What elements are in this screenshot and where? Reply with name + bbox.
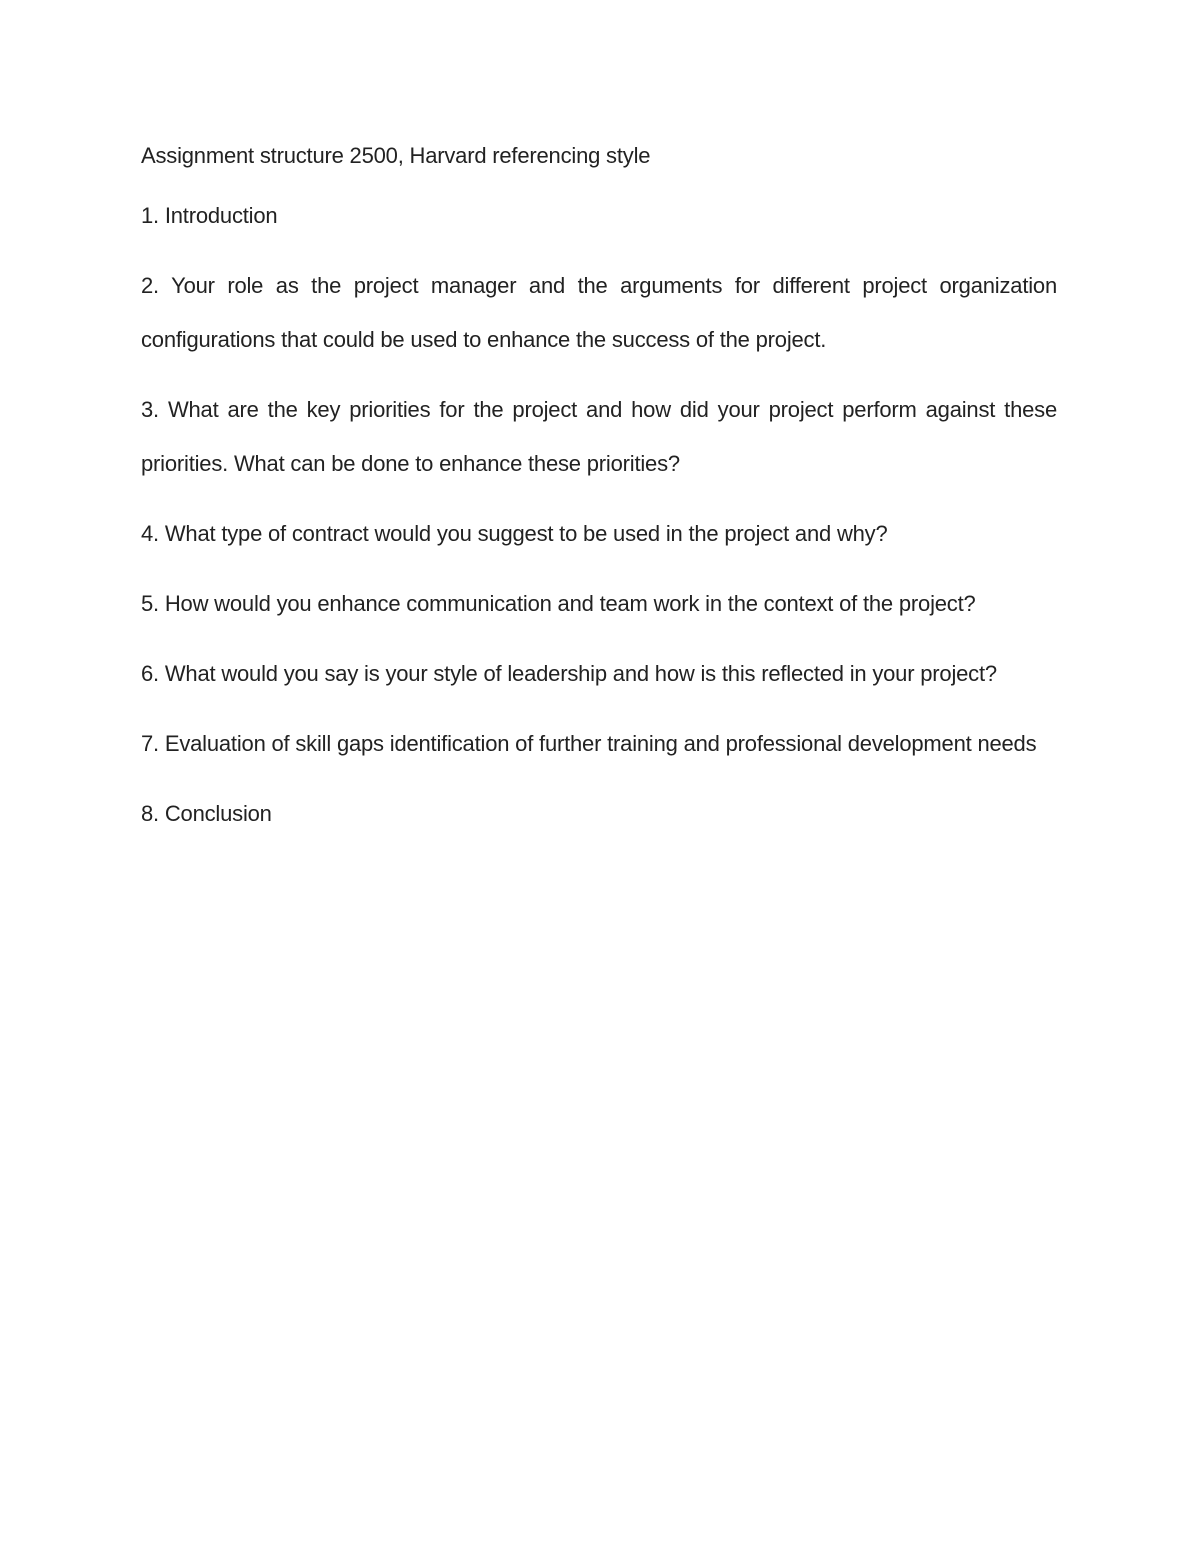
document-title: Assignment structure 2500, Harvard referencing style	[141, 143, 651, 168]
list-item-leadership-style: 6. What would you say is your style of leadership and how is this reflected in your project?	[141, 661, 997, 686]
list-item-skill-gaps: 7. Evaluation of skill gaps identification of further training and professional development needs	[141, 731, 1037, 756]
list-item-communication: 5. How would you enhance communication and team work in the context of the project?	[141, 591, 976, 616]
list-item-contract-type: 4. What type of contract would you suggest to be used in the project and why?	[141, 521, 888, 546]
list-item-introduction: 1. Introduction	[141, 203, 278, 228]
list-item-project-manager-role: 2. Your role as the project manager and the arguments for different project organization configurations that could be used to enhance the success of the project.	[141, 273, 1057, 352]
document-body	[141, 138, 1057, 841]
list-item-conclusion: 8. Conclusion	[141, 801, 272, 826]
list-item-key-priorities: 3. What are the key priorities for the project and how did your project perform against these priorities. What can be done to enhance these priorities?	[141, 397, 1057, 476]
